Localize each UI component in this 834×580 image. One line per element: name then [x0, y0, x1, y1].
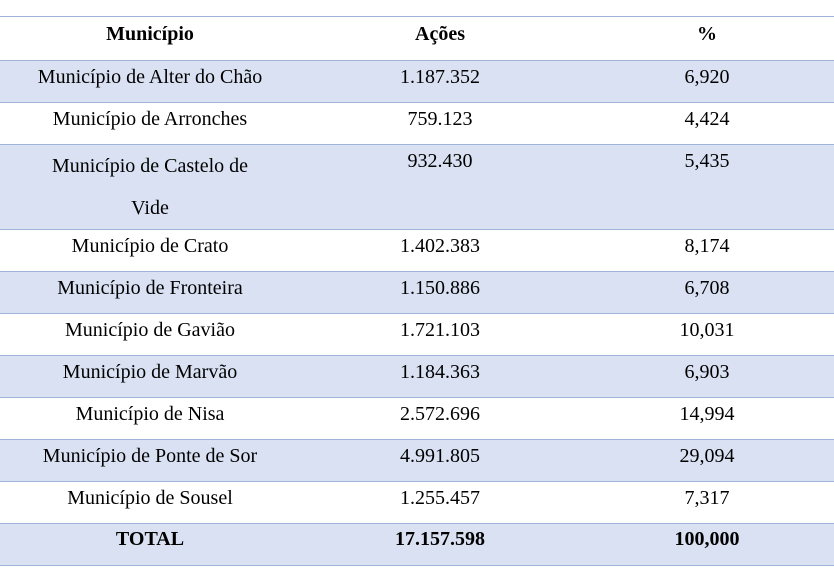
cell-municipio: Município de Ponte de Sor: [0, 440, 300, 482]
cell-acoes: 1.184.363: [300, 356, 580, 398]
cell-acoes: 2.572.696: [300, 398, 580, 440]
table-header-row: [0, 17, 834, 61]
cell-municipio: Município de Sousel: [0, 482, 300, 524]
table-row: [0, 103, 834, 145]
municipal-shares-table: [0, 16, 834, 566]
cell-percent: 6,920: [580, 61, 834, 103]
cell-percent: 6,708: [580, 272, 834, 314]
cell-municipio: Município de Castelo de Vide: [0, 145, 300, 230]
cell-percent: 10,031: [580, 314, 834, 356]
table-row: [0, 272, 834, 314]
table-row: [0, 61, 834, 103]
table-row: [0, 482, 834, 524]
total-acoes: 17.157.598: [300, 524, 580, 566]
cell-acoes: 932.430: [300, 145, 580, 230]
cell-municipio: Município de Nisa: [0, 398, 300, 440]
header-municipio: Município: [0, 17, 300, 61]
cell-municipio: Município de Gavião: [0, 314, 300, 356]
table-row: [0, 230, 834, 272]
cell-percent: 5,435: [580, 145, 834, 230]
total-percent: 100,000: [580, 524, 834, 566]
cell-acoes: 1.187.352: [300, 61, 580, 103]
cell-municipio: Município de Crato: [0, 230, 300, 272]
cell-acoes: 1.402.383: [300, 230, 580, 272]
cell-percent: 8,174: [580, 230, 834, 272]
table-row: [0, 440, 834, 482]
cell-percent: 4,424: [580, 103, 834, 145]
cell-acoes: 759.123: [300, 103, 580, 145]
cell-acoes: 1.255.457: [300, 482, 580, 524]
cell-percent: 7,317: [580, 482, 834, 524]
cell-municipio: Município de Arronches: [0, 103, 300, 145]
table-total-row: [0, 524, 834, 566]
header-acoes: Ações: [300, 17, 580, 61]
cell-acoes: 4.991.805: [300, 440, 580, 482]
table-row: [0, 356, 834, 398]
cell-municipio: Município de Alter do Chão: [0, 61, 300, 103]
cell-acoes: 1.150.886: [300, 272, 580, 314]
cell-percent: 29,094: [580, 440, 834, 482]
cell-percent: 6,903: [580, 356, 834, 398]
header-percent: %: [580, 17, 834, 61]
total-label: TOTAL: [0, 524, 300, 566]
cell-acoes: 1.721.103: [300, 314, 580, 356]
table-row: [0, 398, 834, 440]
table-row: [0, 145, 834, 230]
table-row: [0, 314, 834, 356]
cell-municipio: Município de Fronteira: [0, 272, 300, 314]
cell-percent: 14,994: [580, 398, 834, 440]
cell-municipio: Município de Marvão: [0, 356, 300, 398]
